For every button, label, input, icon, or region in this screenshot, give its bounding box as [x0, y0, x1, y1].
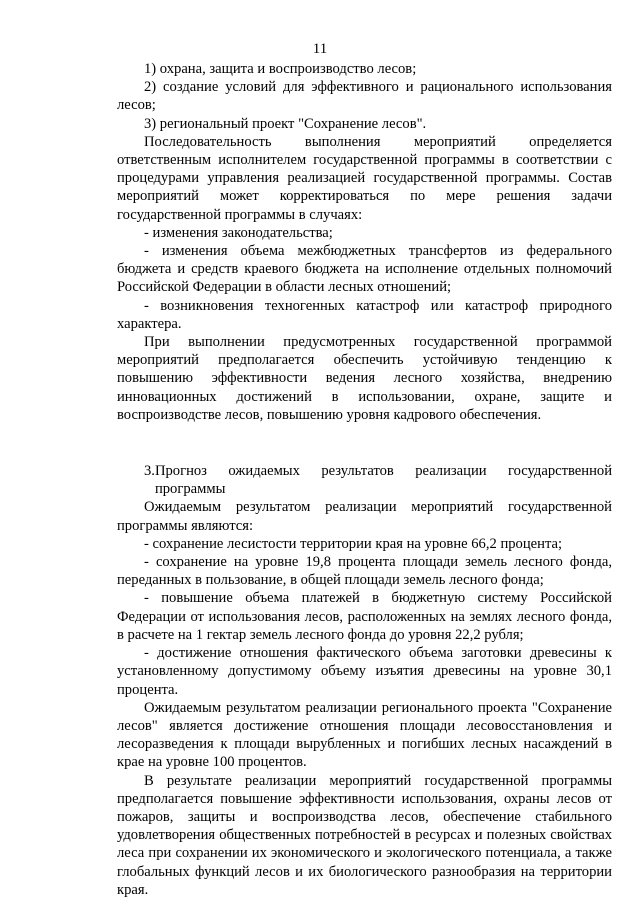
- paragraph: 3) региональный проект "Сохранение лесов".: [144, 115, 427, 132]
- list-item: - повышение объема платежей в бюджетную систему Российской Федерации от использования лесов, расположенных на землях лесного фонда, в расчете на 1 гектар земель лесного фонда до уровня 22,2 рубля;: [117, 590, 612, 643]
- page-content: [117, 60, 612, 899]
- paragraph: В результате реализации мероприятий государственной программы предполагается повышение эффективности использования, охраны лесов от пожаров, защиты и воспроизводства лесов, обеспечение стабильного удовлетворения общественных потребностей в ресурсах и полезных свойствах леса при сохранении их экономического и экологического потенциала, а также глобальных функций лесов и их биологического разнообразия на территории края.: [117, 772, 612, 898]
- section-spacer: [117, 424, 612, 462]
- list-item: - возникновения техногенных катастроф или катастроф природного характера.: [117, 297, 612, 332]
- paragraph: Ожидаемым результатом реализации мероприятий государственной программы являются:: [117, 499, 612, 534]
- page-number: 11: [312, 41, 328, 57]
- list-item: - изменения объема межбюджетных трансфертов из федерального бюджета и средств краевого бюджета на исполнение отдельных полномочий Российской Федерации в области лесных отношений;: [117, 243, 612, 296]
- list-item: - сохранение на уровне 19,8 процента площади земель лесного фонда, переданных в пользование, в общей площади земель лесного фонда;: [117, 554, 612, 589]
- list-item: - сохранение лесистости территории края на уровне 66,2 процента;: [144, 535, 563, 552]
- section-number: 3.: [144, 463, 155, 480]
- section-title: Прогноз ожидаемых результатов реализации государственной программы: [154, 463, 612, 498]
- paragraph: 1) охрана, защита и воспроизводство лесов;: [144, 61, 417, 77]
- section-heading: [117, 462, 612, 498]
- paragraph: Ожидаемым результатом реализации регионального проекта "Сохранение лесов" является достижение отношения площади лесовосстановления и лесоразведения к площади вырубленных и погибших лесных насаждений в крае на уровне 100 процентов.: [117, 699, 612, 771]
- list-item: - изменения законодательства;: [144, 224, 333, 241]
- paragraph: Последовательность выполнения мероприятий определяется ответственным исполнителем государственной программы в соответствии с процедурами управления реализацией государственной программы. Состав мероприятий может корректироваться по мере решения задачи государственной программы в случаях:: [117, 133, 612, 223]
- paragraph: При выполнении предусмотренных государственной программой мероприятий предполагается обеспечить устойчивую тенденцию к повышению эффективности ведения лесного хозяйства, внедрению инновационных достижений в использовании, охране, защите и воспроизводстве лесов, повышению уровня кадрового обеспечения.: [117, 334, 612, 423]
- paragraph: 2) создание условий для эффективного и рационального использования лесов;: [117, 79, 612, 114]
- list-item: - достижение отношения фактического объема заготовки древесины к установленному допустимому объему изъятия древесины на уровне 30,1 процента.: [117, 645, 612, 698]
